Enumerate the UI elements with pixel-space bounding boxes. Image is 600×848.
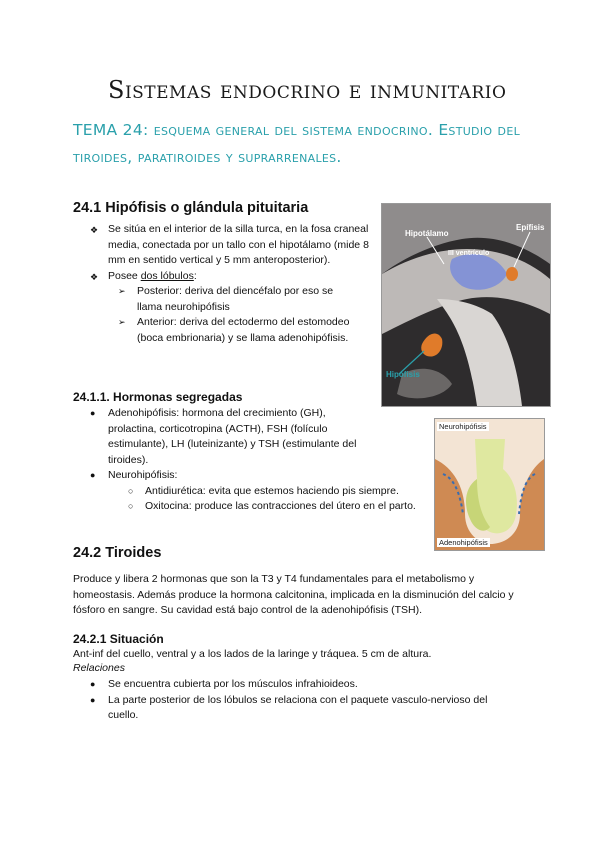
arrow-bullet-icon: ➢: [118, 317, 126, 327]
list-item: [90, 468, 430, 484]
dos-lobulos-link: dos lóbulos: [140, 269, 194, 282]
label-adenohipofisis: Adenohipófisis: [439, 538, 488, 547]
relacion-2-text: La parte posterior de los lóbulos se relaciona con el paquete vasculo-nervioso del cuello.: [108, 693, 488, 721]
hipofisis-location-text: Se sitúa en el interior de la silla turca, en la fosa craneal media, conectada por un tallo con el hipotálamo (mide 8 mm en sentido vertical y 5 mm anteroposterior).: [108, 223, 369, 266]
list-item: [90, 222, 370, 269]
bullet-icon: ●: [90, 470, 96, 480]
adenohipofisis-hormones-text: Adenohipófisis: hormona del crecimiento (GH), prolactina, corticotropina (ACTH), FSH (folículo estimulante), LH (luteinizante) y TSH (estimulante del tiroides).: [108, 407, 357, 466]
label-ventriculo: III ventrículo: [448, 250, 490, 257]
hipofisis-brain-image: [381, 203, 551, 407]
label-hipotalamo: Hipotálamo: [405, 229, 449, 238]
section-24-2-1-heading: 24.2.1 Situación: [73, 632, 164, 646]
list-item: [90, 499, 425, 515]
label-epifisis: Epífisis: [516, 223, 545, 232]
lobulo-posterior-text: Posterior: deriva del diencéfalo por eso se llama neurohipófisis: [137, 285, 334, 313]
arrow-bullet-icon: ➢: [118, 286, 126, 296]
list-item: [90, 484, 425, 500]
tema-heading: TEMA 24: esquema general del sistema endocrino. Estudio del tiroides, paratiroides y suprarrenales.: [73, 121, 521, 166]
section-24-2-heading: 24.2 Tiroides: [73, 545, 162, 561]
bullet-icon: ●: [90, 679, 96, 689]
bullet-icon: ●: [90, 694, 96, 705]
circle-bullet-icon: ○: [128, 501, 134, 511]
antidiuretica-text: Antidiurética: evita que estemos haciendo pis siempre.: [145, 484, 399, 497]
list-item: [90, 693, 515, 724]
section-24-1-heading: 24.1 Hipófisis o glándula pituitaria: [73, 200, 309, 216]
diamond-bullet-icon: ❖: [90, 271, 99, 282]
section-24-1-1-heading: 24.1.1. Hormonas segregadas: [73, 390, 243, 404]
label-neurohipofisis: Neurohipófisis: [439, 422, 487, 431]
label-hipofisis: Hipófisis: [386, 370, 420, 379]
circle-bullet-icon: ○: [128, 485, 134, 496]
neurohipofisis-text: Neurohipófisis:: [108, 469, 178, 481]
situacion-text: Ant-inf del cuello, ventral y a los lados de la laringe y tráquea. 5 cm de altura.: [73, 648, 432, 660]
list-item: ❖ Posee dos lóbulos:: [90, 269, 370, 285]
bullet-icon: ●: [90, 408, 96, 418]
list-item: [90, 315, 352, 346]
pituitary-lobes-image: [434, 418, 545, 551]
oxitocina-text: Oxitocina: produce las contracciones del útero en el parto.: [145, 500, 416, 512]
lobulo-anterior-text: Anterior: deriva del ectodermo del estomodeo (boca embrionaria) y se llama adenohipófisis.: [137, 316, 350, 344]
list-item: [90, 284, 352, 315]
tiroides-paragraph: Produce y libera 2 hormonas que son la T3 y T4 fundamentales para el metabolismo y homeostasis. Además produce la hormona calcitonina, implicada en la disminución del calcio y fósforo en sangre. Su cavidad está bajo control de la adenohipófisis (TSH).: [73, 573, 514, 616]
relaciones-label: Relaciones: [73, 662, 125, 674]
relacion-1-text: Se encuentra cubierta por los músculos infrahioideos.: [108, 678, 358, 690]
list-item: [90, 406, 368, 468]
page-title: Sistemas endocrino e inmunitario: [108, 76, 507, 104]
diamond-bullet-icon: ❖: [90, 225, 99, 235]
pituitary-illustration: [435, 419, 544, 550]
list-item: [90, 677, 515, 693]
